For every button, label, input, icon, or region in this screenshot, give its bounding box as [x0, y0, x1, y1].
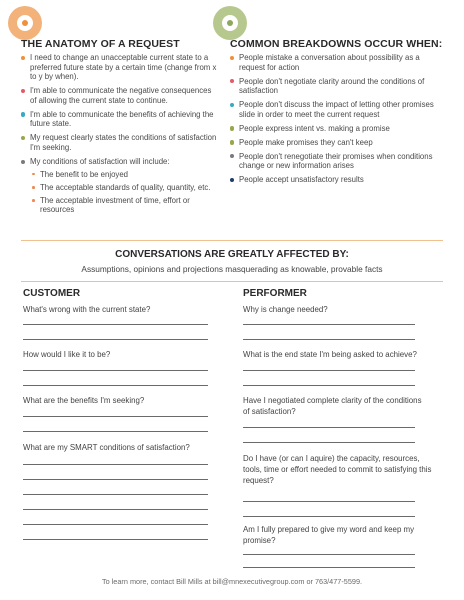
breakdowns-heading: COMMON BREAKDOWNS OCCUR WHEN:	[230, 38, 443, 50]
anatomy-item	[21, 157, 219, 215]
answer-line[interactable]	[23, 370, 208, 371]
bullet-icon	[21, 136, 25, 140]
breakdown-item	[230, 53, 442, 72]
customer-question: What's wrong with the current state?	[23, 305, 151, 314]
bullet-icon	[21, 89, 25, 93]
breakdown-item-text: People don't negotiate clarity around the conditions of satisfaction	[239, 76, 425, 96]
performer-question: Have I negotiated complete clarity of the conditions of satisfaction?	[243, 396, 422, 416]
anatomy-item	[21, 133, 219, 152]
answer-line[interactable]	[23, 416, 208, 417]
condition-item	[32, 183, 219, 193]
breakdown-item	[230, 175, 442, 185]
performer-question: What is the end state I'm being asked to achieve?	[243, 350, 417, 359]
answer-line[interactable]	[23, 464, 208, 465]
condition-item-text: The benefit to be enjoyed	[40, 169, 128, 179]
breakdown-item	[230, 152, 442, 171]
bullet-icon	[230, 178, 234, 182]
answer-line[interactable]	[23, 509, 208, 510]
sub-bullet-icon	[32, 199, 35, 202]
bullet-icon	[230, 126, 234, 130]
anatomy-item-text: I need to change an unacceptable current state to a preferred future state by a certain time (change from x to y by when).	[30, 53, 217, 82]
anatomy-list	[21, 53, 219, 215]
breakdown-item	[230, 100, 442, 119]
condition-item	[32, 196, 219, 215]
answer-line[interactable]	[23, 324, 208, 325]
conditions-sublist	[32, 170, 219, 216]
answer-line[interactable]	[243, 339, 415, 340]
anatomy-item-text: I'm able to communicate the negative consequences of allowing the current state to continue.	[30, 86, 212, 105]
performer-question: Am I fully prepared to give my word and keep my promise?	[243, 525, 415, 545]
answer-line[interactable]	[243, 501, 415, 502]
answer-line[interactable]	[23, 539, 208, 540]
breakdown-item	[230, 124, 442, 134]
answer-line[interactable]	[243, 567, 415, 568]
contact-footer: To learn more, contact Bill Mills at bill@mnexecutivegroup.com or 763/477-5599.	[101, 577, 363, 586]
conversations-heading: CONVERSATIONS ARE GREATLY AFFECTED BY:	[115, 249, 349, 260]
answer-line[interactable]	[243, 442, 415, 443]
bullet-icon	[230, 103, 234, 107]
answer-line[interactable]	[23, 431, 208, 432]
answer-line[interactable]	[243, 427, 415, 428]
performer-question: Do I have (or can I aquire) the capacity, resources, tools, time or effort needed to commit to satisfying this request?	[243, 454, 432, 485]
answer-line[interactable]	[23, 524, 208, 525]
answer-line[interactable]	[243, 324, 415, 325]
anatomy-item-text: I'm able to communicate the benefits of achieving the future state.	[30, 109, 214, 129]
condition-item	[32, 170, 219, 180]
answer-line[interactable]	[23, 494, 208, 495]
performer-heading: PERFORMER	[243, 288, 307, 299]
breakdown-item	[230, 138, 442, 148]
sub-bullet-icon	[32, 186, 35, 189]
breakdown-item	[230, 77, 442, 96]
customer-question: What are the benefits I'm seeking?	[23, 396, 145, 405]
condition-item-text: The acceptable standards of quality, quantity, etc.	[40, 182, 211, 192]
answer-line[interactable]	[23, 479, 208, 480]
breakdown-item-text: People don't renegotiate their promises when conditions change or new information arises	[239, 151, 433, 171]
anatomy-heading: THE ANATOMY OF A REQUEST	[21, 38, 180, 50]
conversations-subtitle: Assumptions, opinions and projections masquerading as knowable, provable facts	[81, 264, 383, 274]
answer-line[interactable]	[243, 554, 415, 555]
answer-line[interactable]	[23, 385, 208, 386]
divider-bottom	[21, 281, 443, 282]
divider-top	[21, 240, 443, 241]
breakdown-item-text: People make promises they can't keep	[239, 137, 373, 147]
breakdowns-list	[230, 53, 442, 185]
bullet-icon	[230, 79, 234, 83]
customer-question: What are my SMART conditions of satisfaction?	[23, 443, 190, 452]
answer-line[interactable]	[243, 516, 415, 517]
anatomy-item	[21, 86, 219, 105]
anatomy-item-text: My conditions of satisfaction will include:	[30, 156, 170, 166]
breakdown-item-text: People express intent vs. making a promise	[239, 123, 390, 133]
breakdown-item-text: People mistake a conversation about possibility as a request for action	[239, 53, 420, 72]
answer-line[interactable]	[243, 385, 415, 386]
bullet-icon	[21, 112, 25, 116]
anatomy-item	[21, 53, 219, 82]
anatomy-item	[21, 110, 219, 129]
anatomy-item-text: My request clearly states the conditions of satisfaction I'm seeking.	[30, 133, 217, 152]
breakdown-item-text: People don't discuss the impact of letting other promises slide in order to meet the current request	[239, 100, 434, 119]
performer-question: Why is change needed?	[243, 305, 328, 314]
condition-item-text: The acceptable investment of time, effort or resources	[40, 195, 190, 215]
anatomy-section	[21, 38, 219, 219]
customer-heading: CUSTOMER	[23, 288, 81, 299]
customer-question: How would I like it to be?	[23, 350, 111, 359]
breakdowns-section	[230, 38, 442, 189]
bullet-icon	[230, 140, 234, 144]
answer-line[interactable]	[23, 339, 208, 340]
answer-line[interactable]	[243, 370, 415, 371]
bullet-icon	[230, 154, 234, 158]
bullet-icon	[230, 56, 234, 60]
breakdown-item-text: People accept unsatisfactory results	[239, 175, 364, 185]
bullet-icon	[21, 160, 25, 164]
bullet-icon	[21, 56, 25, 60]
sub-bullet-icon	[32, 173, 35, 176]
